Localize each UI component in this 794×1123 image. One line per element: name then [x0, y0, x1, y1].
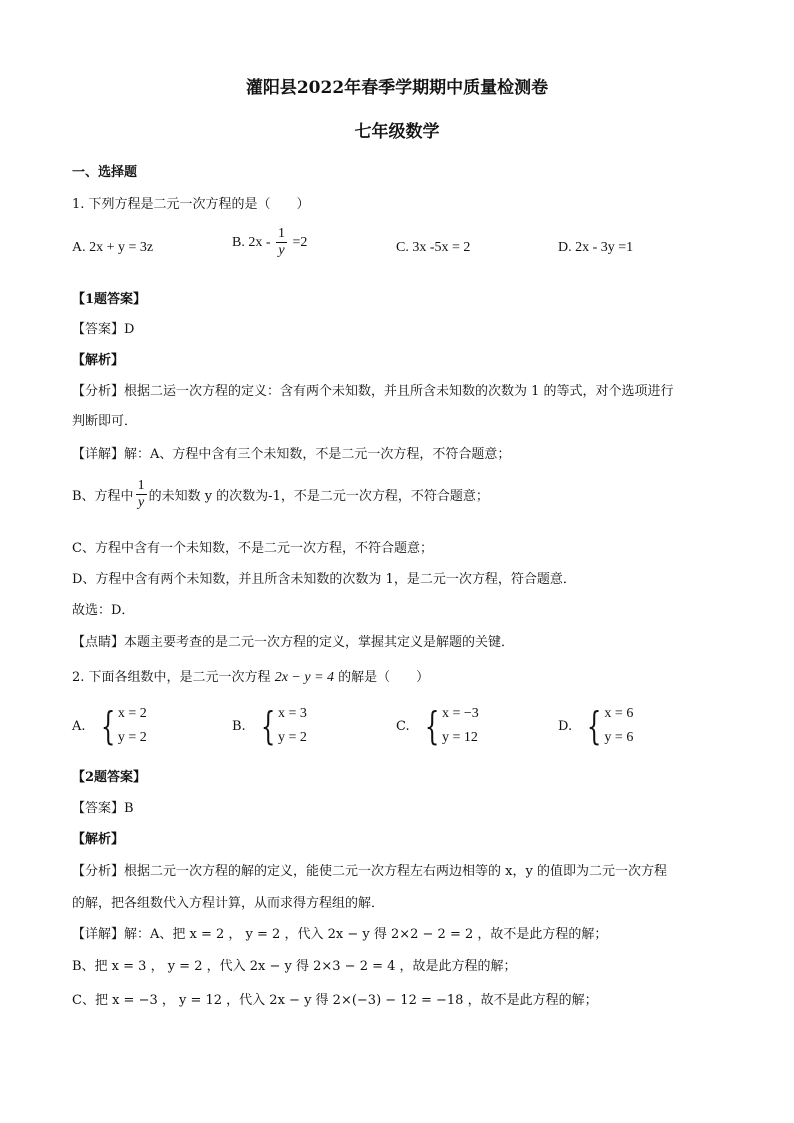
- q2-option-c-label: C.: [396, 718, 410, 734]
- section-heading: 一、选择题: [72, 165, 138, 180]
- q2-option-a: [72, 702, 147, 750]
- q1-comment: 【点睛】本题主要考查的是二元一次方程的定义，掌握其定义是解题的关键．: [72, 635, 515, 650]
- q1-option-c-math: 3x -5x = 2: [412, 240, 471, 255]
- fraction-denominator: y: [278, 243, 285, 259]
- left-brace-icon: {: [424, 704, 440, 748]
- q1-option-c: [396, 240, 470, 256]
- q1-detail-a: 【详解】解：A、方程中含有三个未知数，不是二元一次方程，不符合题意；: [72, 447, 511, 462]
- q2-answer-header: 【2题答案】: [72, 770, 147, 785]
- q2-analysis-header: 【解析】: [72, 832, 125, 847]
- q2-stem: [72, 666, 429, 686]
- q2-option-b-label: B.: [232, 718, 246, 734]
- q1-option-a-math: 2x + y = 3z: [89, 240, 154, 255]
- q2-stem-pre: 2. 下面各组数中，是二元一次方程: [72, 670, 271, 685]
- q1-option-a-label: A.: [72, 240, 86, 255]
- q1-option-b: [232, 226, 307, 259]
- q1-analysis-line2: 判断即可．: [72, 414, 138, 429]
- fraction-numerator: 1: [136, 478, 147, 495]
- q1-stem: 1. 下列方程是二元一次方程的是（ ）: [72, 197, 310, 212]
- q2-detail-b: B、把 x = 3 ， y = 2 ，代入 2x − y 得 2×3 − 2 = 4 ，故是此方程的解；: [72, 959, 517, 974]
- q2-analysis-line2: 的解，把各组数代入方程计算，从而求得方程组的解．: [72, 896, 385, 911]
- q1-option-b-label: B.: [232, 234, 245, 250]
- q2-answer: 【答案】B: [72, 801, 134, 816]
- left-brace-icon: {: [260, 704, 276, 748]
- q1-detail-b: [72, 478, 489, 511]
- q1-option-a: [72, 240, 153, 256]
- q1-option-b-post: =2: [292, 234, 308, 250]
- system-row-1: x = 2: [117, 706, 147, 721]
- q1-option-b-pre: 2x -: [248, 234, 271, 250]
- fraction-numerator: 1: [276, 226, 287, 243]
- q1-option-d-math: 2x - 3y =1: [575, 240, 634, 255]
- system-row-2: y = 12: [441, 730, 478, 745]
- q1-analysis-line1: 【分析】根据二运一次方程的定义：含有两个未知数，并且所含未知数的次数为 1 的等式，对个选项进行: [72, 384, 674, 399]
- q2-option-d-system: [582, 702, 633, 750]
- q2-stem-math: 2x − y = 4: [274, 670, 335, 685]
- q1-answer-header: 【1题答案】: [72, 292, 147, 307]
- system-row-2: y = 2: [117, 730, 147, 745]
- q2-option-b: [232, 702, 307, 750]
- fraction-denominator: y: [137, 495, 145, 511]
- q1-option-d-label: D.: [558, 240, 572, 255]
- q1-option-b-fraction: [276, 226, 287, 259]
- q1-option-c-label: C.: [396, 240, 409, 255]
- q1-detail-d: D、方程中含有两个未知数，并且所含未知数的次数为 1，是二元一次方程，符合题意．: [72, 572, 576, 587]
- q1-answer: 【答案】D: [72, 322, 135, 337]
- q2-option-d: [558, 702, 633, 750]
- system-row-2: y = 2: [278, 730, 307, 745]
- system-row-1: x = 3: [278, 706, 307, 721]
- q2-option-c-system: [420, 702, 479, 750]
- q1-choose: 故选：D．: [72, 603, 135, 618]
- q2-analysis-line1: 【分析】根据二元一次方程的解的定义，能使二元一次方程左右两边相等的 x，y 的值即为二元一次方程: [72, 864, 667, 879]
- document-subtitle: 七年级数学: [354, 122, 440, 142]
- q2-option-a-system: [96, 702, 147, 750]
- q1-detail-c: C、方程中含有一个未知数，不是二元一次方程，不符合题意；: [72, 541, 433, 556]
- q1-analysis-header: 【解析】: [72, 353, 125, 368]
- document-title: 灌阳县2022年春季学期期中质量检测卷: [245, 78, 549, 98]
- q2-stem-post: 的解是（ ）: [338, 670, 430, 685]
- left-brace-icon: {: [587, 704, 602, 748]
- q1-detail-b-fraction: [136, 478, 147, 511]
- q1-detail-b-pre: B、方程中: [72, 489, 134, 505]
- system-row-2: y = 6: [604, 730, 634, 745]
- q1-option-d: [558, 240, 633, 256]
- system-row-1: x = 6: [604, 706, 634, 721]
- q2-option-d-label: D.: [558, 718, 573, 734]
- q2-option-b-system: [256, 702, 307, 750]
- q1-detail-b-post: 的未知数 y 的次数为-1，不是二元一次方程，不符合题意；: [148, 489, 489, 505]
- q2-detail-a: 【详解】解：A、把 x = 2 ， y = 2 ，代入 2x − y 得 2×2 − 2 = 2 ，故不是此方程的解；: [72, 927, 608, 942]
- left-brace-icon: {: [100, 704, 116, 748]
- q2-option-c: [396, 702, 479, 750]
- q2-option-a-label: A.: [72, 718, 86, 734]
- q2-detail-c: C、把 x = −3 ， y = 12 ，代入 2x − y 得 2×(−3) − 12 = −18 ，故不是此方程的解；: [72, 993, 598, 1008]
- system-row-1: x = −3: [441, 706, 479, 721]
